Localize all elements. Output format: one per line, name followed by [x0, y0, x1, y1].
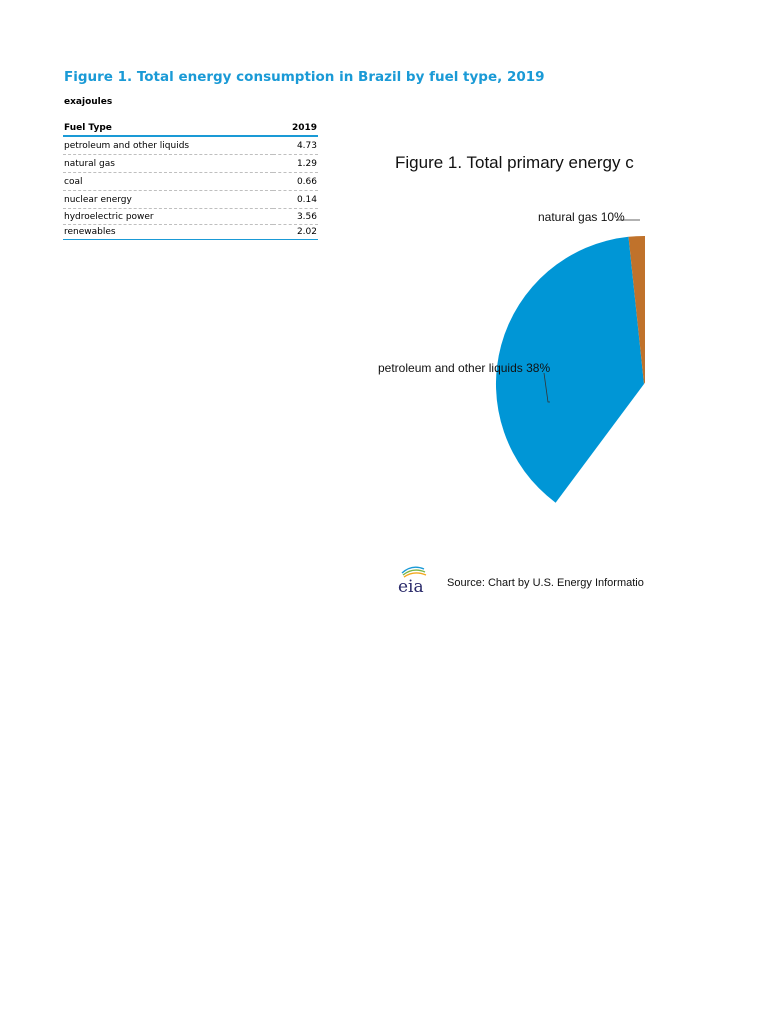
row-label: natural gas	[63, 155, 273, 173]
row-label: coal	[63, 173, 273, 191]
row-label: hydroelectric power	[63, 209, 273, 225]
table-header-row	[63, 121, 318, 136]
pie-chart	[372, 140, 645, 610]
chart-source: Source: Chart by U.S. Energy Informatio	[447, 577, 644, 589]
units-label: exajoules	[64, 97, 113, 107]
chart-title: Figure 1. Total primary energy c	[395, 153, 634, 172]
pie-label-natural-gas: natural gas 10%	[538, 210, 625, 224]
row-value: 0.66	[273, 173, 318, 191]
eia-logo-text: eia	[398, 577, 424, 595]
row-label: petroleum and other liquids	[63, 136, 273, 155]
row-value: 1.29	[273, 155, 318, 173]
row-value: 3.56	[273, 209, 318, 225]
row-value: 4.73	[273, 136, 318, 155]
row-value: 0.14	[273, 191, 318, 209]
header-fuel-type: Fuel Type	[63, 121, 273, 136]
table-row	[63, 136, 318, 155]
figure-title: Figure 1. Total energy consumption in Brazil by fuel type, 2019	[64, 69, 545, 85]
row-value: 2.02	[273, 225, 318, 240]
header-year: 2019	[273, 121, 318, 136]
row-label: nuclear energy	[63, 191, 273, 209]
table-row	[63, 191, 318, 209]
table-row	[63, 155, 318, 173]
table-row	[63, 209, 318, 225]
table-row	[63, 225, 318, 240]
data-table	[63, 121, 318, 240]
table-row	[63, 173, 318, 191]
row-label: renewables	[63, 225, 273, 240]
eia-logo-icon	[394, 565, 436, 595]
pie-label-petroleum: petroleum and other liquids 38%	[378, 361, 551, 375]
